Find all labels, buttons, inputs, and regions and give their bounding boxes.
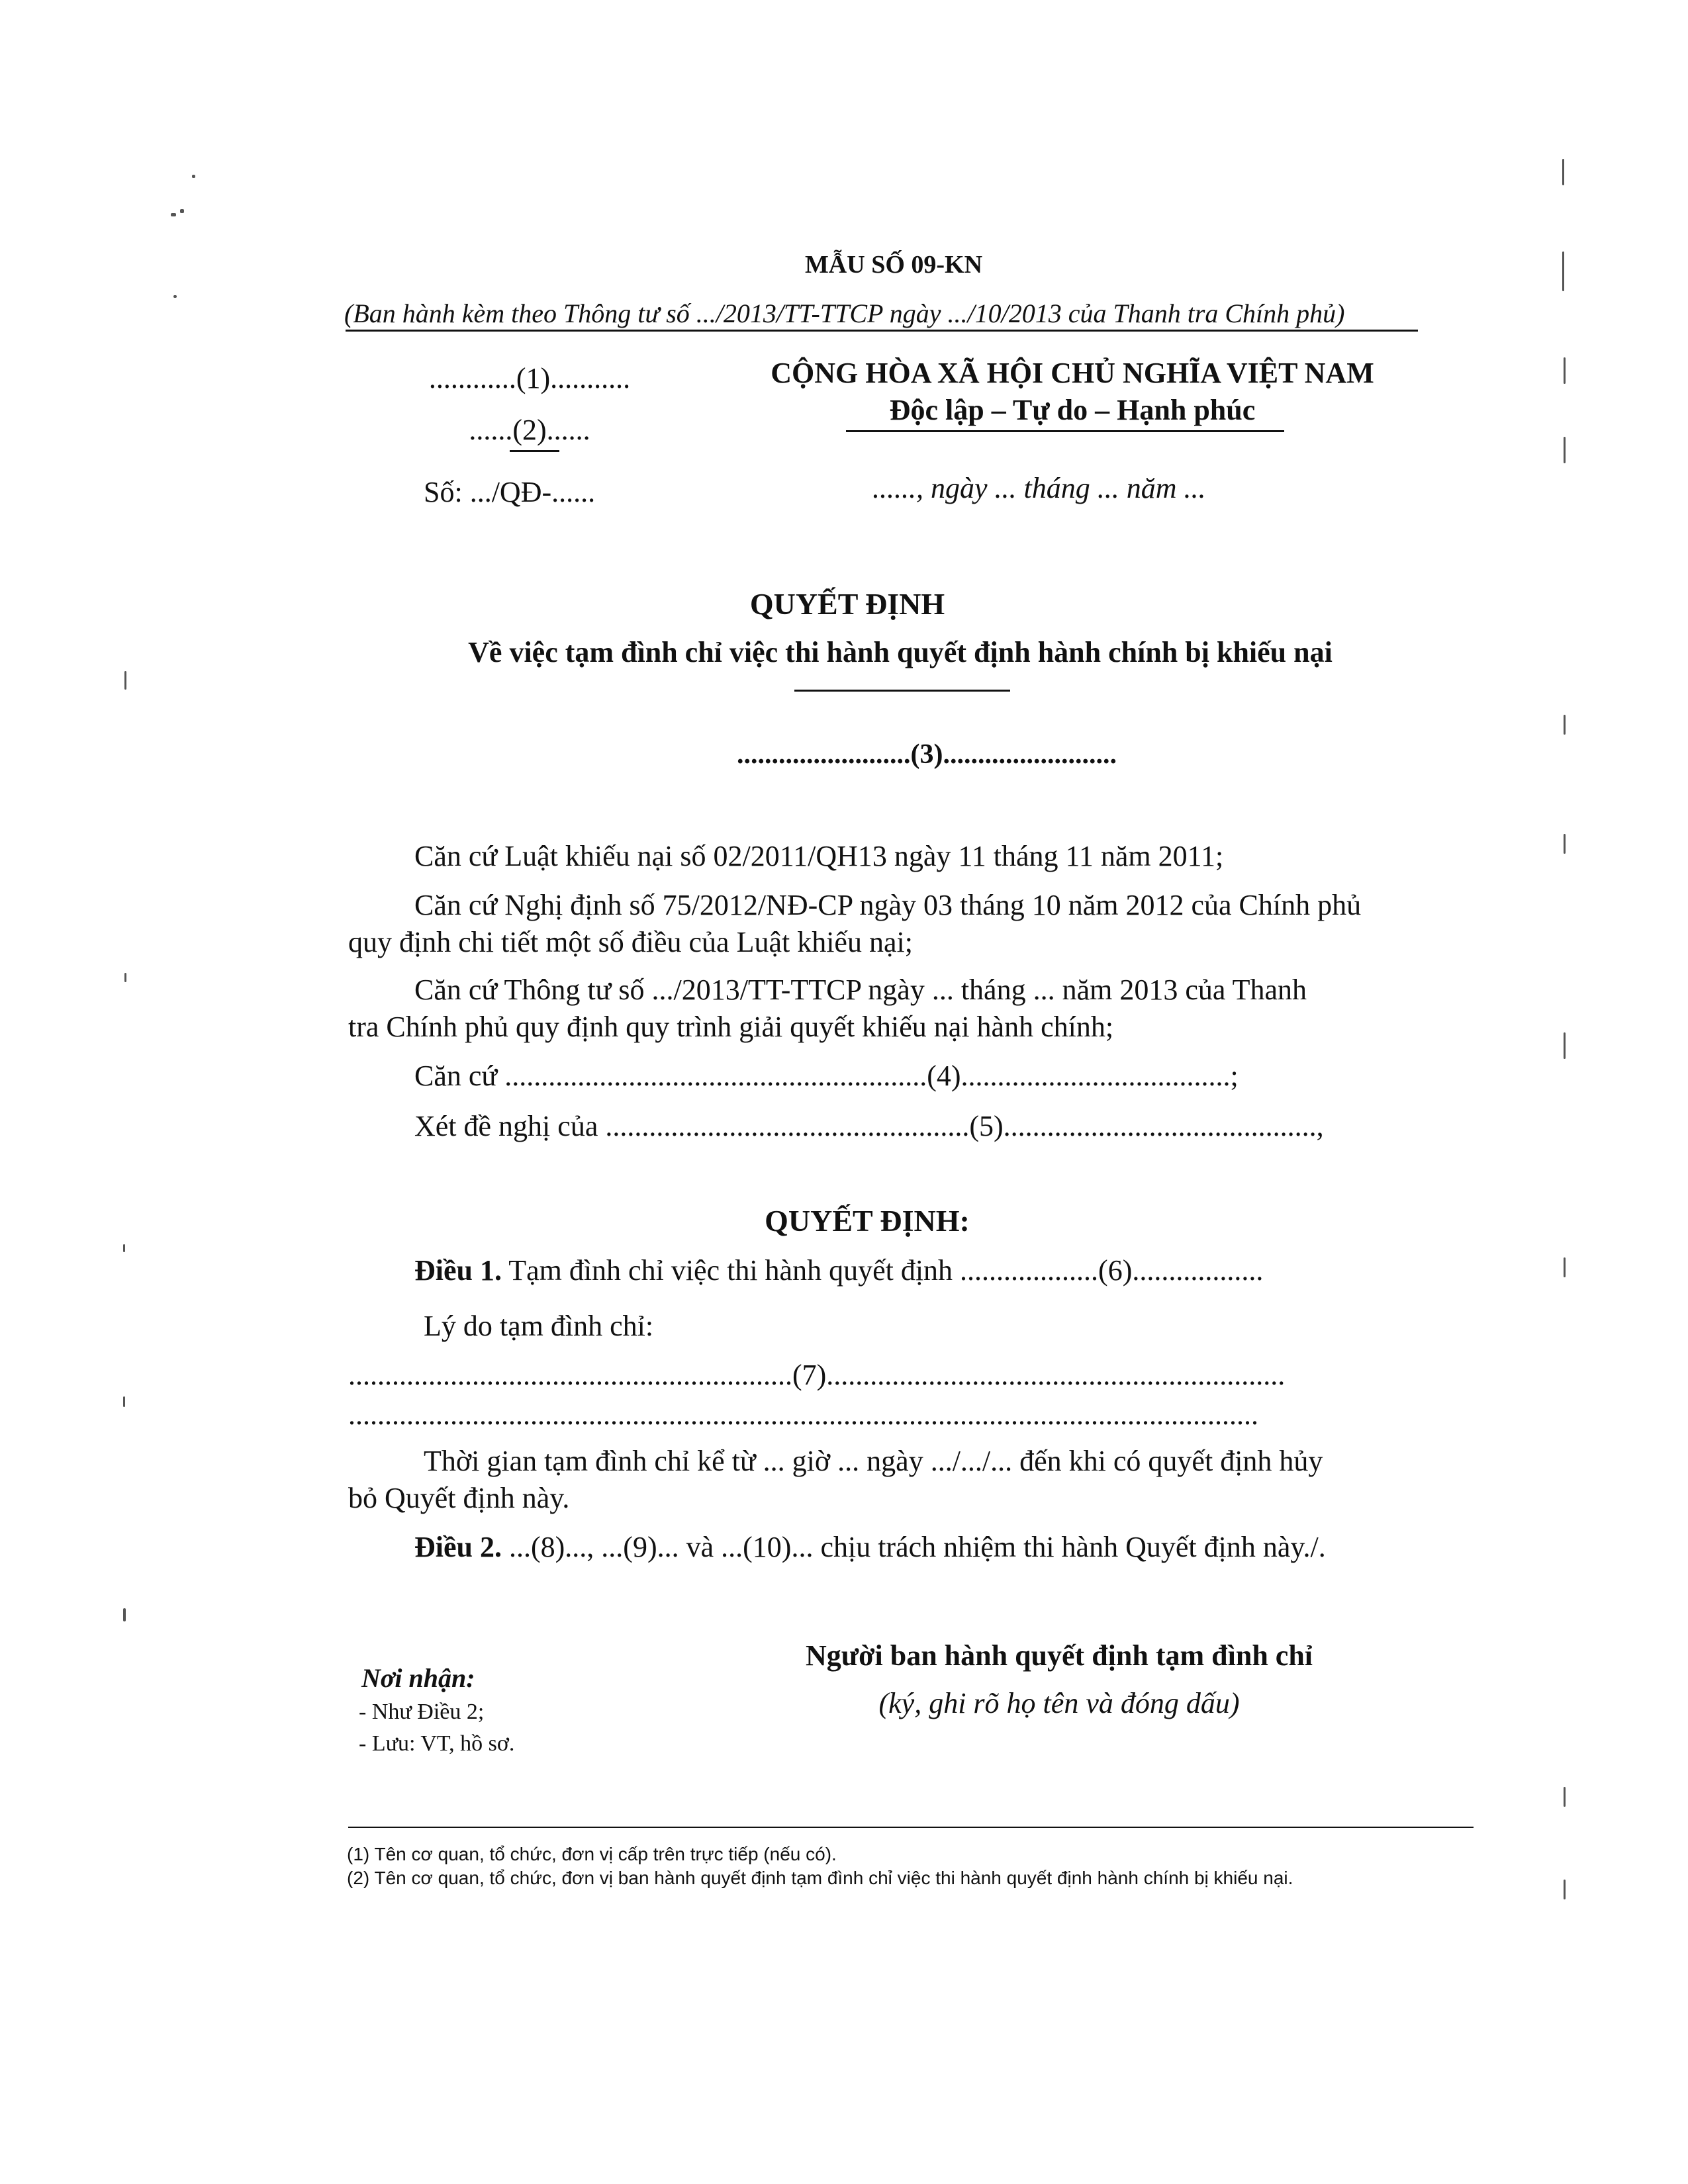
scan-speck xyxy=(173,295,177,298)
proposal-line: Xét đề nghị của ..................................................(5)..........................................., xyxy=(414,1110,1324,1142)
motto-underline xyxy=(846,430,1284,432)
reason-line-1: .............................................................(7)............................................................... xyxy=(348,1359,1286,1391)
scan-speck xyxy=(1564,834,1566,854)
scan-speck xyxy=(1562,159,1564,185)
basis-decree-2: quy định chi tiết một số điều của Luật khiếu nại; xyxy=(348,926,913,958)
issued-note-underline xyxy=(346,330,1418,332)
signer-title: Người ban hành quyết định tạm đình chỉ xyxy=(805,1639,1313,1672)
motto: Độc lập – Tự do – Hạnh phúc xyxy=(889,394,1256,426)
reason-line-2: ............................................................................................................................. xyxy=(348,1398,1258,1431)
article-1-text: Tạm đình chỉ việc thi hành quyết định ...................(6).................. xyxy=(502,1254,1264,1287)
scan-speck xyxy=(1562,251,1564,291)
footnote-2: (2) Tên cơ quan, tổ chức, đơn vị ban hành quyết định tạm đình chỉ việc thi hành quyết định hành chính bị khiếu nại. xyxy=(347,1868,1293,1888)
suspension-period-1: Thời gian tạm đình chỉ kể từ ... giờ ... ngày .../.../... đến khi có quyết định hủy xyxy=(424,1445,1323,1477)
scan-speck xyxy=(123,1608,126,1621)
decision-title: QUYẾT ĐỊNH xyxy=(749,587,945,621)
basis-circular-1: Căn cứ Thông tư số .../2013/TT-TTCP ngày ... tháng ... năm 2013 của Thanh xyxy=(414,974,1307,1006)
agency-parent: ............(1)........... xyxy=(428,362,631,394)
scan-speck xyxy=(123,1244,125,1252)
form-code: MẪU SỐ 09-KN xyxy=(804,251,983,279)
scan-speck xyxy=(1564,1787,1566,1807)
scan-speck xyxy=(123,1396,125,1407)
article-2-label: Điều 2. xyxy=(414,1531,502,1563)
agency-issuer: ......(2)...... xyxy=(469,414,590,446)
scan-speck xyxy=(1564,357,1566,384)
scan-speck xyxy=(124,671,126,690)
basis-other: Căn cứ ..........................................................(4).....................................; xyxy=(414,1060,1239,1092)
footnote-1: (1) Tên cơ quan, tổ chức, đơn vị cấp trên trực tiếp (nếu có). xyxy=(347,1844,837,1864)
basis-law: Căn cứ Luật khiếu nại số 02/2011/QH13 ngày 11 tháng 11 năm 2011; xyxy=(414,840,1224,872)
issued-note: (Ban hành kèm theo Thông tư số .../2013/TT-TTCP ngày .../10/2013 của Thanh tra Chính phủ) xyxy=(344,298,1345,328)
scan-speck xyxy=(1564,1880,1566,1899)
scan-speck xyxy=(1564,1257,1566,1277)
country-name: CỘNG HÒA XÃ HỘI CHỦ NGHĨA VIỆT NAM xyxy=(771,357,1374,389)
decision-subject: Về việc tạm đình chỉ việc thi hành quyết định hành chính bị khiếu nại xyxy=(468,636,1333,668)
scan-speck xyxy=(124,973,126,982)
article-2 xyxy=(414,1529,1326,1566)
basis-decree-1: Căn cứ Nghị định số 75/2012/NĐ-CP ngày 03 tháng 10 năm 2012 của Chính phủ xyxy=(414,889,1362,921)
recipients-item-1: - Như Điều 2; xyxy=(359,1700,485,1724)
signer-note: (ký, ghi rõ họ tên và đóng dấu) xyxy=(878,1687,1240,1719)
scan-speck xyxy=(1564,1032,1566,1059)
scan-speck xyxy=(192,175,195,178)
suspension-period-2: bỏ Quyết định này. xyxy=(348,1482,570,1514)
basis-circular-2: tra Chính phủ quy định quy trình giải quyết khiếu nại hành chính; xyxy=(348,1011,1114,1043)
recipients-label: Nơi nhận: xyxy=(361,1663,475,1693)
scan-speck xyxy=(1564,715,1566,735)
place-date: ......, ngày ... tháng ... năm ... xyxy=(872,472,1206,504)
footnote-divider xyxy=(348,1827,1474,1828)
article-2-text: ...(8)..., ...(9)... và ...(10)... chịu trách nhiệm thi hành Quyết định này./. xyxy=(502,1531,1326,1563)
scan-speck xyxy=(180,209,184,213)
recipients-item-2: - Lưu: VT, hồ sơ. xyxy=(359,1731,515,1756)
issuing-authority-line: .........................(3)......................... xyxy=(737,739,1117,770)
scan-speck xyxy=(1564,437,1566,463)
title-divider xyxy=(794,690,1010,692)
doc-number: Số: .../QĐ-...... xyxy=(424,476,596,508)
decision-heading: QUYẾT ĐỊNH: xyxy=(765,1204,970,1238)
scan-speck xyxy=(171,213,176,216)
reason-label: Lý do tạm đình chỉ: xyxy=(424,1310,654,1342)
agency-issuer-underline xyxy=(510,450,559,452)
article-1-label: Điều 1. xyxy=(414,1254,502,1287)
article-1 xyxy=(414,1252,1263,1289)
